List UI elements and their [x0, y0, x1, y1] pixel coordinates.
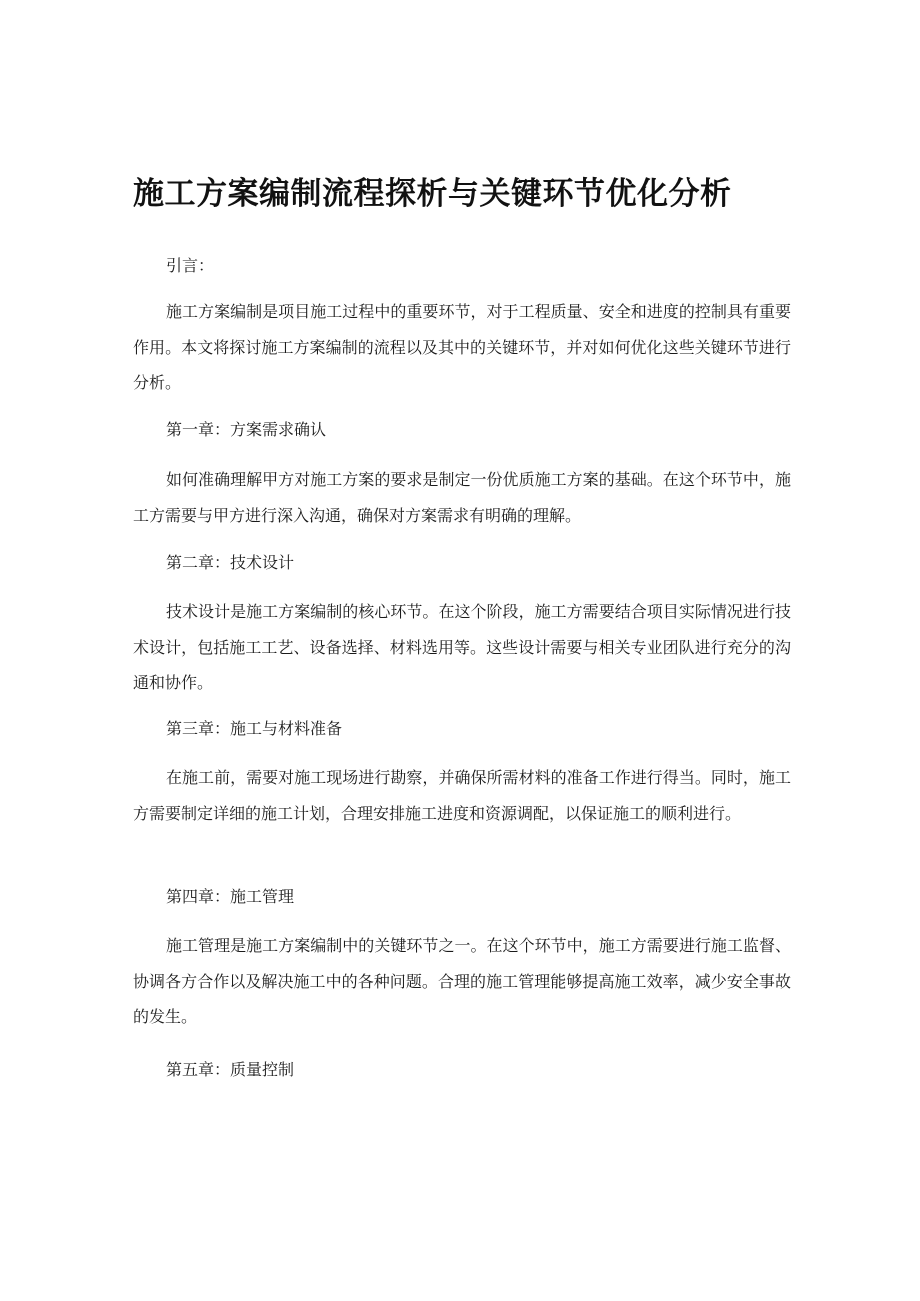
section-body-4: 施工管理是施工方案编制中的关键环节之一。在这个环节中，施工方需要进行施工监督、协调各方合作以及解决施工中的各种问题。合理的施工管理能够提高施工效率，减少安全事故的发生。 [133, 936, 791, 1026]
section-body-1: 如何准确理解甲方对施工方案的要求是制定一份优质施工方案的基础。在这个环节中，施工方需要与甲方进行深入沟通，确保对方案需求有明确的理解。 [133, 470, 791, 525]
document-title: 施工方案编制流程探析与关键环节优化分析 [133, 176, 732, 212]
section-body-2: 技术设计是施工方案编制的核心环节。在这个阶段，施工方需要结合项目实际情况进行技术设计，包括施工工艺、设备选择、材料选用等。这些设计需要与相关专业团队进行充分的沟通和协作。 [133, 602, 791, 692]
section-body-3: 在施工前，需要对施工现场进行勘察，并确保所需材料的准备工作进行得当。同时，施工方需要制定详细的施工计划，合理安排施工进度和资源调配，以保证施工的顺利进行。 [133, 768, 791, 823]
section-heading-5: 第五章：质量控制 [166, 1060, 295, 1079]
section-heading-4: 第四章：施工管理 [166, 887, 295, 906]
section-heading-2: 第二章：技术设计 [166, 553, 295, 572]
intro-paragraph: 施工方案编制是项目施工过程中的重要环节，对于工程质量、安全和进度的控制具有重要作用。本文将探讨施工方案编制的流程以及其中的关键环节，并对如何优化这些关键环节进行分析。 [133, 302, 791, 392]
section-heading-3: 第三章：施工与材料准备 [166, 719, 343, 738]
section-heading-1: 第一章：方案需求确认 [166, 420, 327, 439]
intro-label: 引言： [166, 256, 215, 275]
